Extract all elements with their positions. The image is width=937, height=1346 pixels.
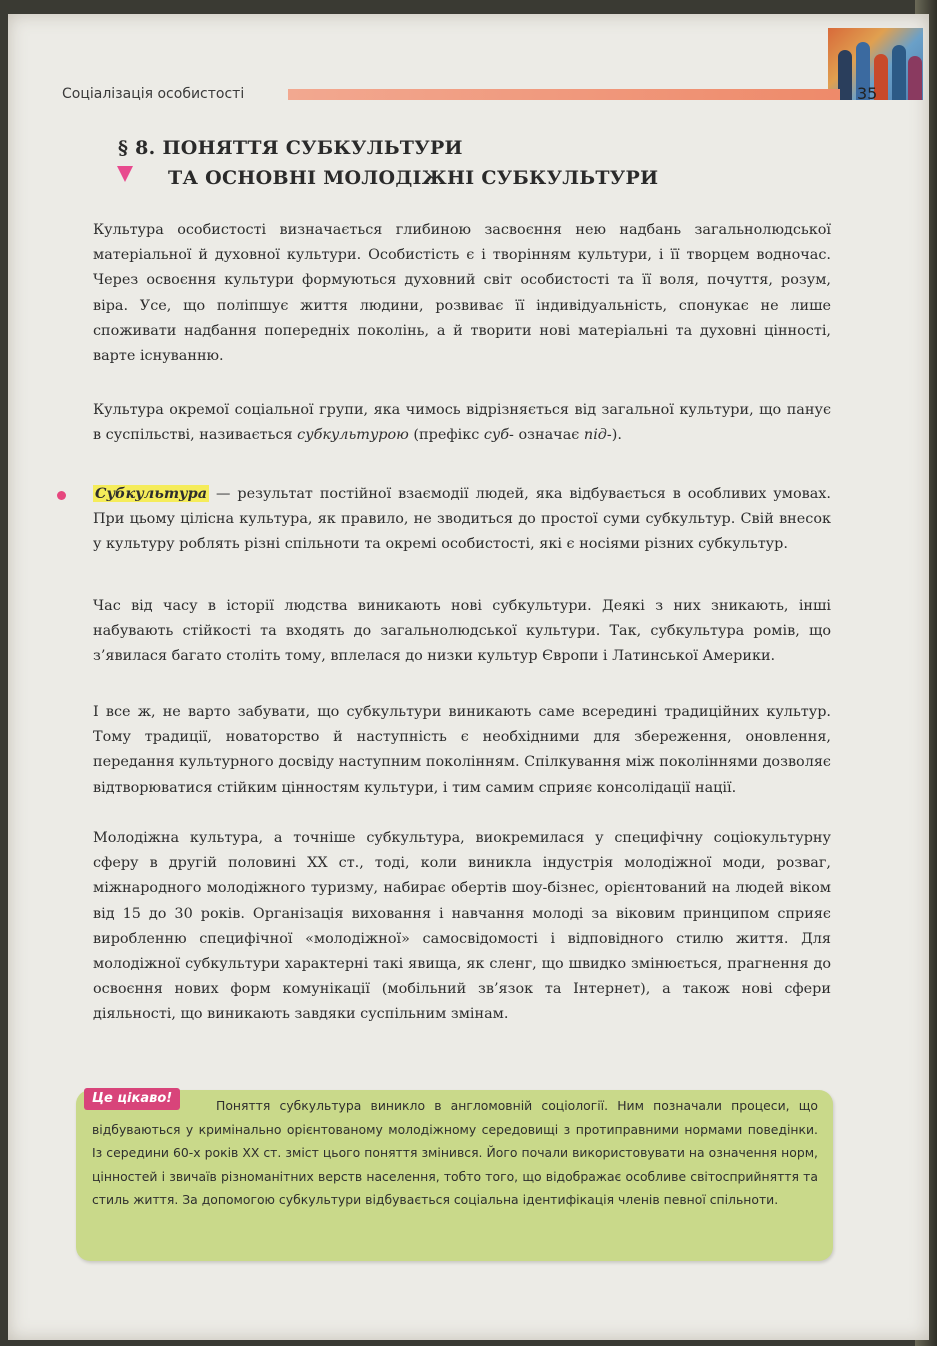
paragraph-2 bbox=[93, 398, 831, 448]
interesting-fact-text bbox=[92, 1094, 818, 1212]
p2-text-middle: (префікс bbox=[408, 427, 484, 444]
definition-text: — результат постійної взаємодії людей, яка відбувається в особливих умовах. При цьому цілісна культура, як правило, не зводиться до простої суми субкультур. Свій внесок у культуру роблять різні спільноти та окремі особистості, які є носіями різних субкультур. bbox=[93, 486, 831, 553]
definition-term: Субкультура bbox=[95, 485, 208, 502]
running-header bbox=[62, 84, 878, 106]
chapter-title: Соціалізація особистості bbox=[62, 86, 245, 102]
paragraph-1: Культура особистості визначається глибиною засвоєння нею надбань загальнолюдської матеріальної й духовної культури. Особистість є і творінням культури, і її творцем водночас. Через освоєння культури формуються духовний світ особистості та її воля, почуття, розум, віра. Усе, що поліпшує життя людини, розвиває її індивідуальність, спонукає не лише споживати надбання попередніх поколінь, а й творити нові матеріальні та духовні цінності, варте існуванню. bbox=[93, 222, 831, 365]
paragraph-5: Молодіжна культура, а точніше субкультура, виокремилася у специфічну соціокультурну сферу в другій половині XX ст., тоді, коли виникла індустрія молодіжної моди, розваг, міжнародного молодіжного туризму, набирає обертів шоу-бізнес, орієнтований на людей віком від 15 до 30 років. Організація виховання і навчання молоді за віковим принципом сприяє виробленню специфічної «молодіжної» самосвідомості і відповідного стилю життя. Для молодіжної субкультури характерні такі явища, як сленг, що швидко змінюється, прагнення до освоєння нових форм комунікації (мобільний зв’язок та Інтернет), а також нові сфери діяльності, що виникають завдяки суспільним змінам. bbox=[93, 830, 831, 1023]
p2-prefix: суб- bbox=[483, 427, 514, 444]
p2-text-end: ). bbox=[611, 427, 622, 444]
p2-under: під- bbox=[583, 427, 612, 444]
section-title bbox=[118, 133, 658, 193]
header-accent-bar bbox=[288, 89, 840, 100]
paragraph-3: Час від часу в історії людства виникають нові субкультури. Деякі з них зникають, інші набувають стійкості та входять до загальнолюдської культури. Так, субкультура ромів, що з’явилася багато століть тому, вплелася до низки культур Європи і Латинської Америки. bbox=[93, 598, 831, 665]
p2-term: субкультурою bbox=[297, 427, 409, 444]
section-title-line1: § 8. ПОНЯТТЯ СУБКУЛЬТУРИ bbox=[118, 137, 463, 159]
definition-bullet-icon bbox=[57, 491, 66, 500]
paragraph-4: І все ж, не варто забувати, що субкультури виникають саме всередині традиційних культур. Тому традиції, новаторство й наступність є необхідними для збереження, оновлення, передання культурного досвіду наступним поколінням. Спілкування між поколіннями дозволяє відтворюватися стійким цінностям культури, і тим самим сприяє консолідації нації. bbox=[93, 704, 831, 796]
interesting-fact-label: Це цікаво! bbox=[84, 1088, 180, 1110]
section-title-line2: ТА ОСНОВНІ МОЛОДІЖНІ СУБКУЛЬТУРИ bbox=[168, 167, 659, 189]
definition-block bbox=[93, 481, 831, 558]
interesting-fact-body: Поняття субкультура виникло в англомовній соціології. Ним позначали процеси, що відбуваються у кримінально орієнтованому молодіжному середовищі з протиправними нормами поведінки. Із середини 60-х років XX ст. зміст цього поняття змінився. Його почали використовувати на означення норм, цінностей і звичаїв різноманітних верств населення, тобто того, що відображає особливе світосприйняття та стиль життя. За допомогою субкультури відбувається соціальна ідентифікація членів певної спільноти. bbox=[92, 1098, 818, 1207]
page-number: 35 bbox=[857, 84, 878, 103]
p2-text-means: означає bbox=[513, 427, 584, 444]
p2-text-before: Культура окремої соціальної групи, яка чимось відрізняється від загальної культури, що панує в суспільстві, називається bbox=[93, 402, 831, 444]
